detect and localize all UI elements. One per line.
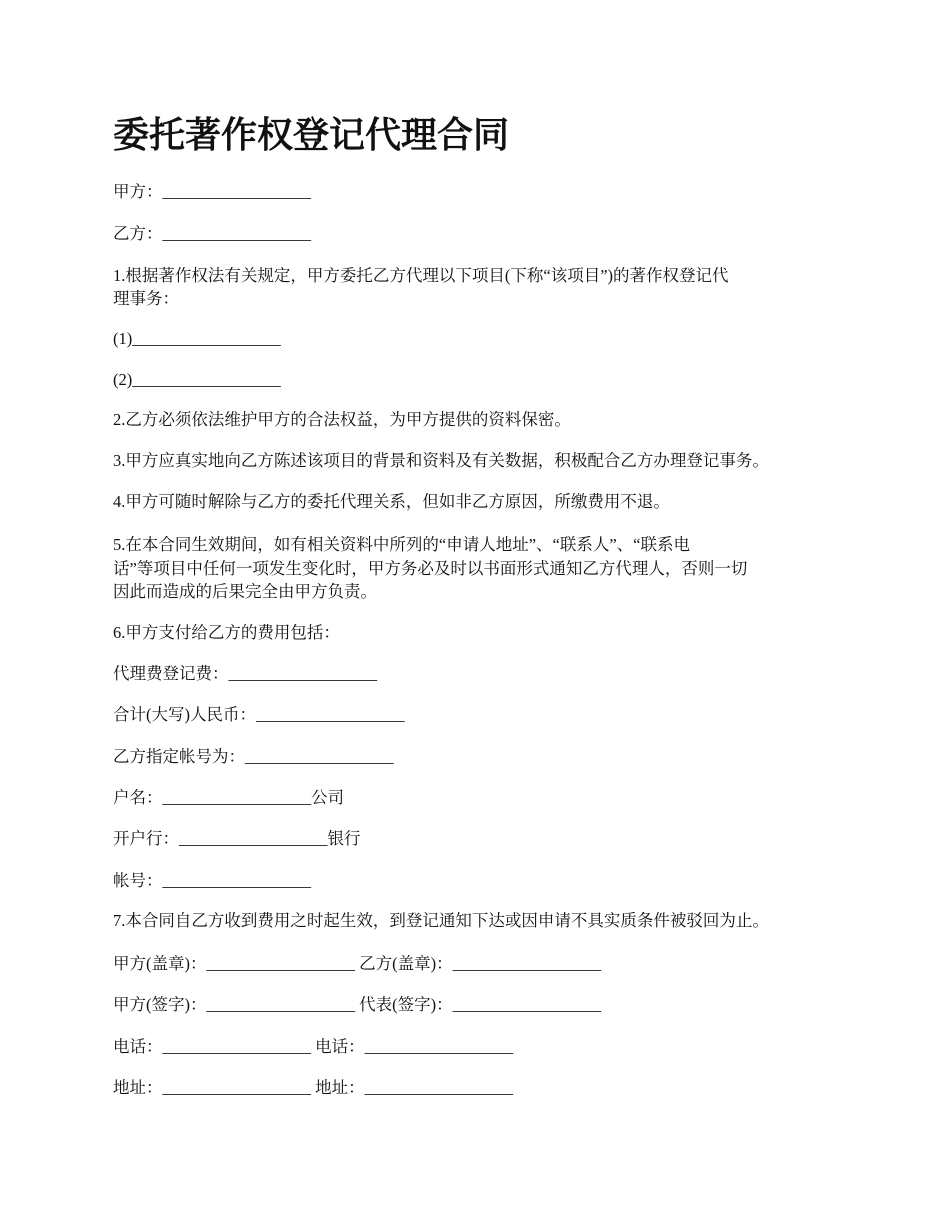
clause-1-line-1: 1.根据著作权法有关规定，甲方委托乙方代理以下项目(下称“该项目”)的著作权登记代: [113, 266, 729, 285]
phone-line: 电话：__________________ 电话：__________________: [113, 1037, 514, 1056]
address-line: 地址：__________________ 地址：__________________: [113, 1078, 514, 1097]
signature-line: 甲方(签字)：__________________ 代表(签字)：__________________: [113, 995, 602, 1014]
account-name-line: 户名：__________________公司: [113, 788, 344, 807]
page-title: 委托著作权登记代理合同: [113, 115, 510, 155]
designated-account-line: 乙方指定帐号为：__________________: [113, 747, 394, 766]
account-number-line: 帐号：__________________: [113, 871, 311, 890]
project-item-1: (1)__________________: [113, 329, 281, 348]
project-item-2: (2)__________________: [113, 370, 281, 389]
account-bank-line: 开户行：__________________银行: [113, 829, 361, 848]
fee-total-line: 合计(大写)人民币：__________________: [113, 705, 405, 724]
clause-1-line-2: 理事务：: [113, 289, 179, 308]
party-a-line: 甲方：__________________: [113, 182, 311, 201]
clause-7: 7.本合同自乙方收到费用之时起生效，到登记通知下达或因申请不具实质条件被驳回为止。: [113, 911, 769, 930]
fee-agency-line: 代理费登记费：__________________: [113, 664, 377, 683]
clause-2: 2.乙方必须依法维护甲方的合法权益，为甲方提供的资料保密。: [113, 410, 571, 429]
clause-5-line-1: 5.在本合同生效期间，如有相关资料中所列的“申请人地址”、“联系人”、“联系电: [113, 535, 690, 554]
party-b-line: 乙方：__________________: [113, 224, 311, 243]
clause-3: 3.甲方应真实地向乙方陈述该项目的背景和资料及有关数据，积极配合乙方办理登记事务。: [113, 451, 769, 470]
clause-5-line-2: 话”等项目中任何一项发生变化时，甲方务必及时以书面形式通知乙方代理人，否则一切: [113, 559, 748, 578]
clause-5-line-3: 因此而造成的后果完全由甲方负责。: [113, 582, 377, 601]
clause-6: 6.甲方支付给乙方的费用包括：: [113, 623, 340, 642]
clause-4: 4.甲方可随时解除与乙方的委托代理关系，但如非乙方原因，所缴费用不退。: [113, 492, 670, 511]
seal-line: 甲方(盖章)：__________________ 乙方(盖章)：__________________: [113, 954, 602, 973]
